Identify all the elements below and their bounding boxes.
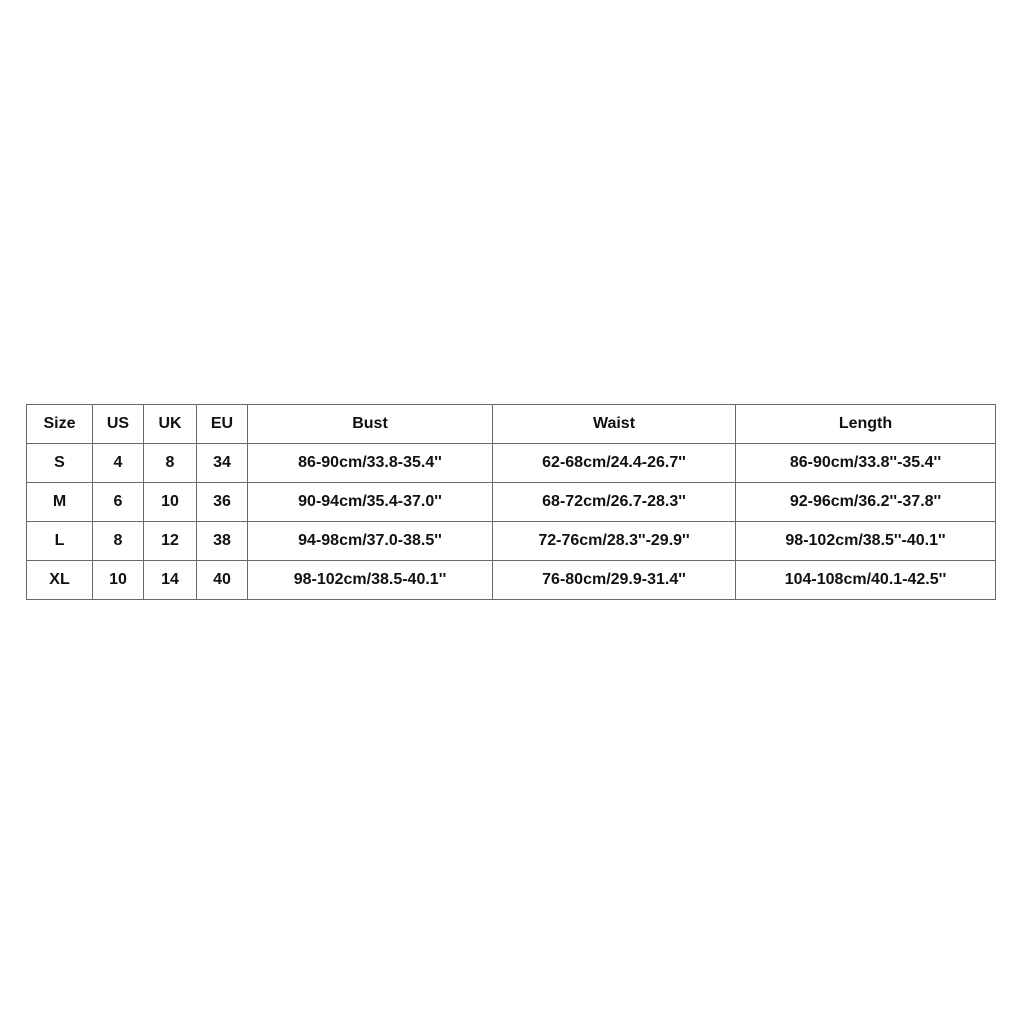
header-size: Size — [27, 405, 93, 444]
cell-waist: 62-68cm/24.4-26.7'' — [493, 444, 736, 483]
cell-bust: 98-102cm/38.5-40.1'' — [248, 561, 493, 600]
cell-size: S — [27, 444, 93, 483]
cell-waist: 68-72cm/26.7-28.3'' — [493, 483, 736, 522]
header-bust: Bust — [248, 405, 493, 444]
table-row — [27, 444, 996, 483]
header-uk: UK — [144, 405, 197, 444]
cell-length: 86-90cm/33.8''-35.4'' — [736, 444, 996, 483]
table-row — [27, 483, 996, 522]
cell-waist: 76-80cm/29.9-31.4'' — [493, 561, 736, 600]
cell-length: 98-102cm/38.5''-40.1'' — [736, 522, 996, 561]
cell-us: 6 — [93, 483, 144, 522]
cell-uk: 14 — [144, 561, 197, 600]
cell-uk: 12 — [144, 522, 197, 561]
cell-eu: 38 — [197, 522, 248, 561]
cell-length: 92-96cm/36.2''-37.8'' — [736, 483, 996, 522]
header-length: Length — [736, 405, 996, 444]
header-us: US — [93, 405, 144, 444]
table-row — [27, 561, 996, 600]
cell-bust: 94-98cm/37.0-38.5'' — [248, 522, 493, 561]
cell-length: 104-108cm/40.1-42.5'' — [736, 561, 996, 600]
cell-bust: 90-94cm/35.4-37.0'' — [248, 483, 493, 522]
cell-bust: 86-90cm/33.8-35.4'' — [248, 444, 493, 483]
cell-eu: 40 — [197, 561, 248, 600]
cell-eu: 34 — [197, 444, 248, 483]
cell-us: 10 — [93, 561, 144, 600]
cell-us: 4 — [93, 444, 144, 483]
header-eu: EU — [197, 405, 248, 444]
cell-waist: 72-76cm/28.3''-29.9'' — [493, 522, 736, 561]
cell-us: 8 — [93, 522, 144, 561]
cell-uk: 10 — [144, 483, 197, 522]
table-header-row — [27, 405, 996, 444]
cell-eu: 36 — [197, 483, 248, 522]
table-row — [27, 522, 996, 561]
size-chart-table — [26, 404, 996, 600]
header-waist: Waist — [493, 405, 736, 444]
cell-size: M — [27, 483, 93, 522]
cell-size: XL — [27, 561, 93, 600]
cell-uk: 8 — [144, 444, 197, 483]
cell-size: L — [27, 522, 93, 561]
